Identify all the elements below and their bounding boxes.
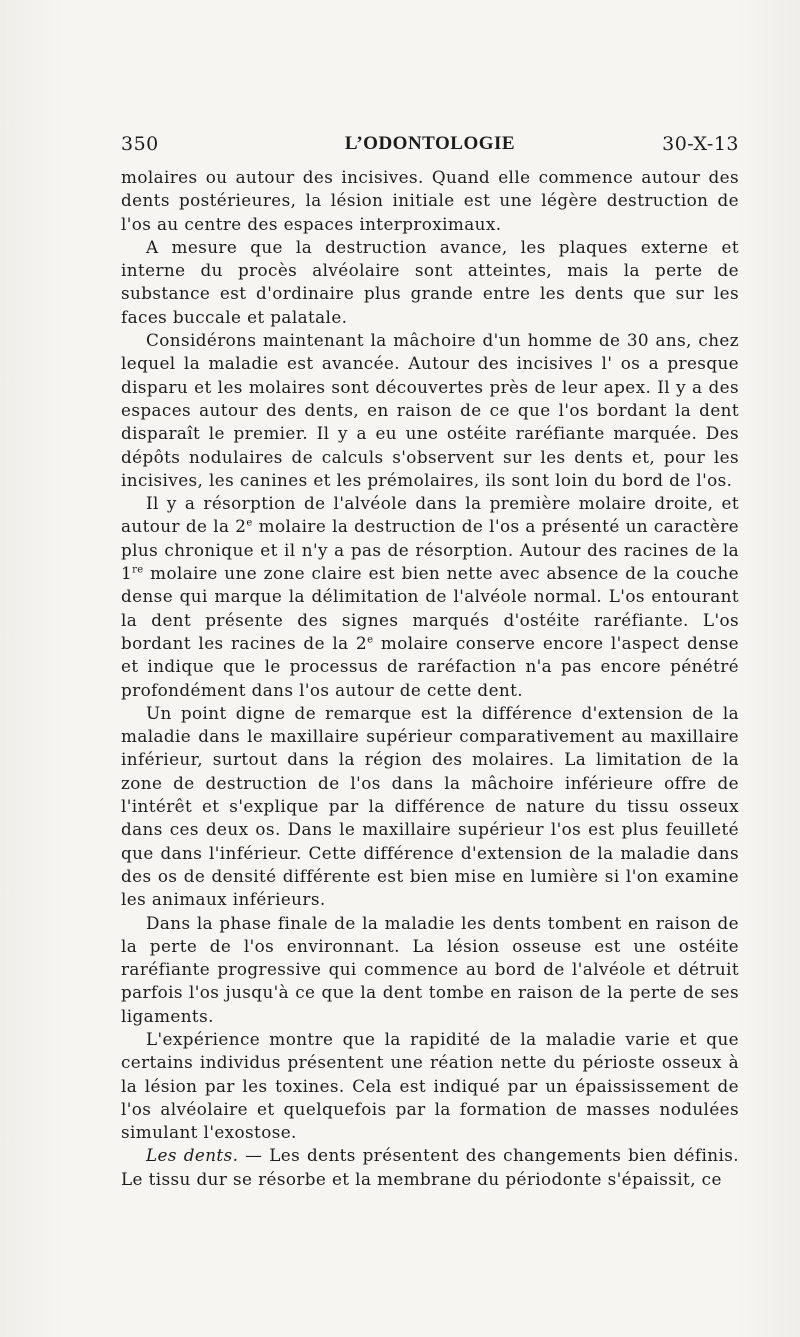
paragraph [121, 1144, 739, 1191]
paragraph-part: molaire conserve encore l'aspect dense et indique que le processus de raréfaction n'a pas encore pénétré profondément dans l'os autour de cette dent. [121, 632, 739, 700]
paragraph-part: molaire la destruction de l'os a présenté un caractère plus chronique et il n'y a pas de résorption. Autour des racines de la 1 [121, 516, 739, 584]
paragraph: L'expérience montre que la rapidité de la maladie varie et que certains individus présentent une réation nette du périoste osseux à la lésion par les toxines. Cela est indiqué par un épaississement de l'os alvéolaire et quelquefois par la formation de masses nodulées simulant l'exostose. [121, 1028, 739, 1143]
paragraph-part: Il y a résorption de l'alvéole dans la première molaire droite, et autour de la 2 [121, 493, 739, 537]
paragraph: molaires ou autour des incisives. Quand elle commence autour des dents postérieures, la lésion initiale est une légère destruction de l'os au centre des espaces interproximaux. [121, 167, 739, 234]
issue-date: 30-X-13 [662, 133, 739, 155]
paragraph-part: — Les dents présentent des changements bien définis. Le tissu dur se résorbe et la membrane du périodonte s'épaissit, ce [121, 1145, 739, 1189]
ordinal-superscript: re [132, 564, 144, 576]
ordinal-superscript: e [246, 517, 253, 529]
paragraph: A mesure que la destruction avance, les plaques externe et interne du procès alvéolaire sont atteintes, mais la perte de substance est d'ordinaire plus grande entre les dents que sur les faces buccale et palatale. [121, 236, 739, 327]
journal-title: L’ODONTOLOGIE [344, 133, 516, 154]
paragraph: Un point digne de remarque est la différence d'extension de la maladie dans le maxillaire supérieur comparativement au maxillaire inférieur, surtout dans la région des molaires. La limitation de la zone de destruction de l'os dans la mâchoire inférieure offre de l'intérêt et s'explique par la différence de nature du tissu osseux dans ces deux os. Dans le maxillaire supérieur l'os est plus feuilleté que dans l'inférieur. Cette différence d'extension de la maladie dans des os de densité différente est bien mise en lumière si l'on examine les animaux inférieurs. [121, 702, 739, 910]
section-heading: Les dents. [146, 1145, 239, 1166]
paragraph: Considérons maintenant la mâchoire d'un homme de 30 ans, chez lequel la maladie est avancée. Autour des incisives l' os a presque disparu et les molaires sont découvertes près de leur apex. Il y a des espaces autour des dents, en raison de ce que l'os bordant la dent disparaît le premier. Il y a eu une ostéite raréfiante marquée. Des dépôts nodulaires de calculs s'observent sur les dents et, pour les incisives, les canines et les prémolaires, ils sont loin du bord de l'os. [121, 330, 739, 490]
paragraph-part: molaire une zone claire est bien nette avec absence de la couche dense qui marque la délimitation de l'alvéole normal. L'os entourant la dent présente des signes marqués d'ostéite raréfiante. L'os bordant les racines de la 2 [121, 563, 739, 653]
running-header [121, 133, 739, 159]
paragraph: Dans la phase finale de la maladie les dents tombent en raison de la perte de l'os environnant. La lésion osseuse est une ostéite raréfiante progressive qui commence au bord de l'alvéole et détruit parfois l'os jusqu'à ce que la dent tombe en raison de la perte de ses ligaments. [121, 912, 739, 1026]
article-body [121, 166, 739, 1191]
paragraph [121, 492, 739, 702]
page-number: 350 [121, 133, 159, 155]
ordinal-superscript: e [367, 634, 374, 646]
